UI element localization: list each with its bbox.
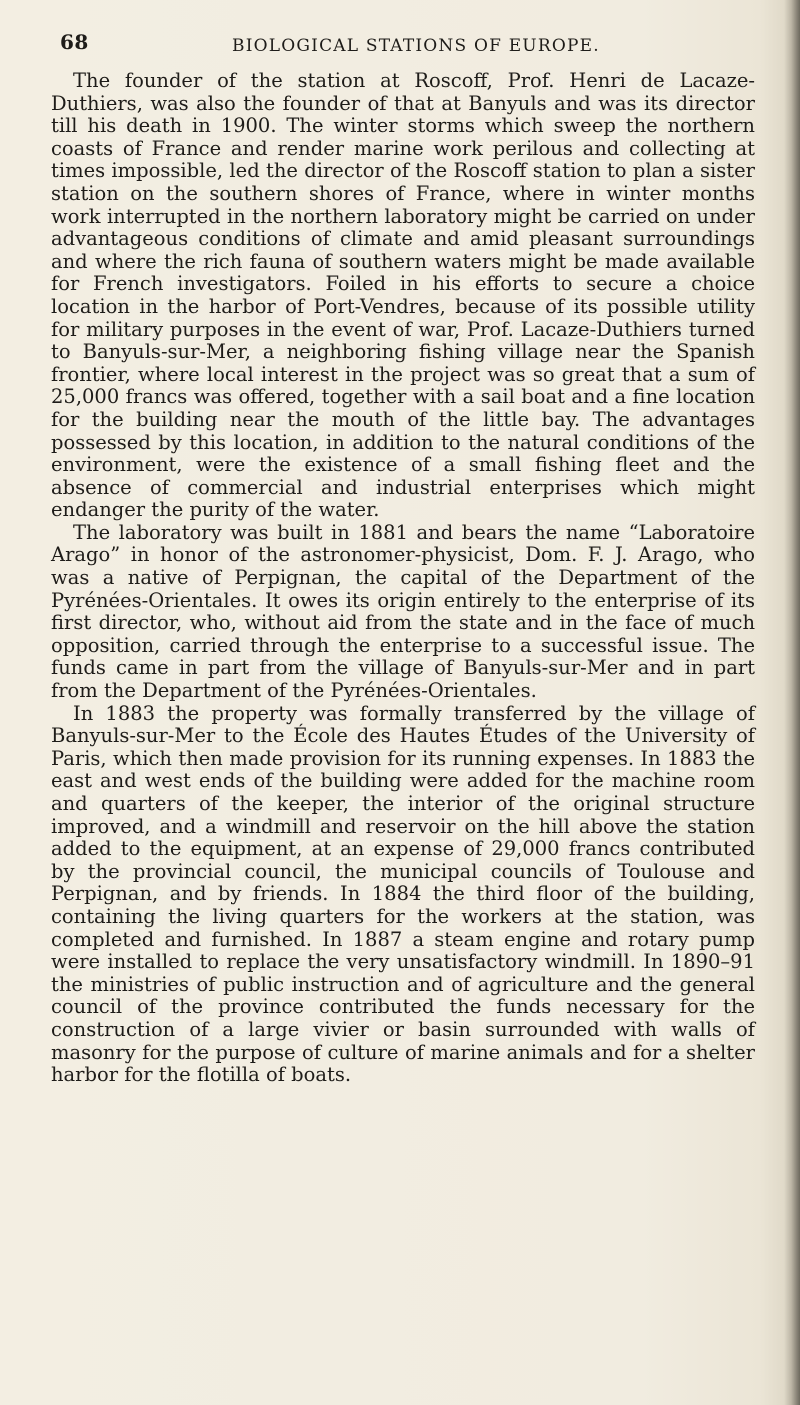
running-head: BIOLOGICAL STATIONS OF EUROPE. bbox=[232, 36, 600, 56]
paragraph-laboratoire-arago: The laboratory was built in 1881 and bears the name “Laboratoire Arago” in honor of the astronomer-physicist, Dom. F. J. Arago, who was a native of Perpignan, the capital of the Department of the Pyrénées-Orientales. It owes its origin entirely to the enterprise of its first director, who, without aid from the state and in the face of much opposition, carried through the enterprise to a successful issue. The funds came in part from the village of Banyuls-sur-Mer and in part from the Department of the Pyrénées-Orientales. bbox=[51, 520, 755, 703]
paragraph-property-transfer: In 1883 the property was formally transferred by the village of Banyuls-sur-Mer to the École des Hautes Études of the University of Paris, which then made provision for its running expenses. In 1883 the east and west ends of the building were added for the machine room and quarters of the keeper, the interior of the original structure improved, and a windmill and reservoir on the hill above the station added to the equipment, at an expense of 29,000 francs contributed by the provincial council, the municipal councils of Toulouse and Perpignan, and by friends. In 1884 the third floor of the building, containing the living quarters for the workers at the station, was completed and furnished. In 1887 a steam engine and rotary pump were installed to replace the very unsatisfactory windmill. In 1890–91 the ministries of public instruction and of agriculture and the general council of the province contributed the funds necessary for the construction of a large vivier or basin surrounded with walls of masonry for the purpose of culture of marine animals and for a shelter harbor for the flotilla of boats. bbox=[51, 701, 755, 1087]
page-number: 68 bbox=[60, 30, 89, 54]
body-text bbox=[51, 70, 755, 1087]
page-edge-shadow bbox=[784, 0, 800, 1405]
paragraph-roscoff-founder: The founder of the station at Roscoff, Prof. Henri de Lacaze-Duthiers, was also the founder of that at Banyuls and was its director till his death in 1900. The winter storms which sweep the northern coasts of France and render marine work perilous and collecting at times impossible, led the director of the Roscoff station to plan a sister station on the southern shores of France, where in winter months work interrupted in the northern laboratory might be carried on under advantageous conditions of climate and amid pleasant surroundings and where the rich fauna of southern waters might be made available for French investigators. Foiled in his efforts to secure a choice location in the harbor of Port-Vendres, because of its possible utility for military purposes in the event of war, Prof. Lacaze-Duthiers turned to Banyuls-sur-Mer, a neighboring fishing village near the Spanish frontier, where local interest in the project was so great that a sum of 25,000 francs was offered, together with a sail boat and a fine location for the building near the mouth of the little bay. The advantages possessed by this location, in addition to the natural conditions of the environment, were the existence of a small fishing fleet and the absence of commercial and industrial enterprises which might endanger the purity of the water. bbox=[51, 69, 755, 522]
